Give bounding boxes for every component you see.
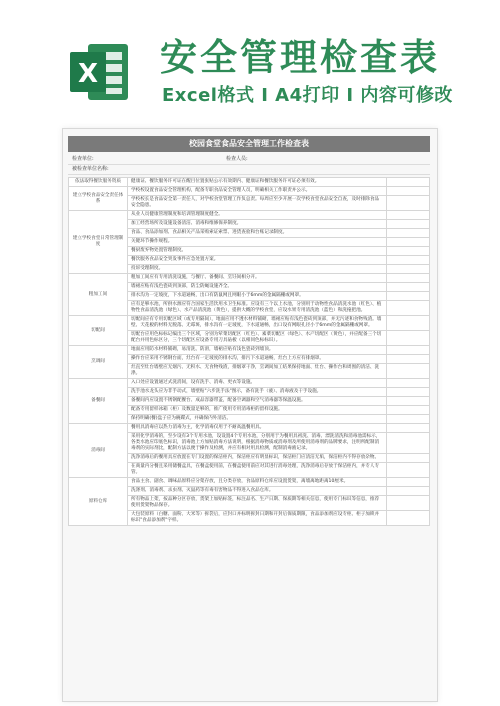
result-cell[interactable] — [387, 256, 430, 265]
check-item: 从业人员健康管理制度和培训管理制度健全。 — [128, 211, 387, 220]
check-item: 粗加工间应有专用清洗设施，与餐厅、备餐间、烹饪间相分开。 — [128, 274, 387, 283]
result-cell[interactable] — [387, 496, 430, 511]
check-item: 食品主食、副食、调味品原料应分架存放，且分类存放，食品原料仓库应设置货架，离墙离地距离10厘米。 — [128, 478, 387, 487]
result-cell[interactable] — [387, 364, 430, 379]
check-item: 排水沟为一定坡度，下水道通畅，出口有防鼠网且网眼小于6mm的金属隔栅或网罩。 — [128, 292, 387, 301]
result-cell[interactable] — [387, 406, 430, 415]
section-category: 消毒间 — [69, 424, 128, 478]
result-cell[interactable] — [387, 211, 430, 220]
check-item: 所有物品上架，按品种分区存放，货架上加贴标签，标注品名、生产日期、保质期等相关信息，使用专门标识等信息，推荐使用货架物品保存。 — [128, 496, 387, 511]
table-row — [69, 187, 430, 196]
result-cell[interactable] — [387, 454, 430, 463]
table-row — [69, 274, 430, 283]
section-category: 建立学校食堂日常管理制度 — [69, 211, 128, 274]
result-cell[interactable] — [387, 346, 430, 355]
table-row — [69, 178, 430, 187]
check-item: 学校校设置食品安全管理机构，配备专职食品安全管理人员，明确相关工作职责并公示。 — [128, 187, 387, 196]
result-cell[interactable] — [387, 301, 430, 316]
info-label — [222, 165, 226, 174]
checklist-table — [68, 177, 430, 526]
info-label: 被检查单位名称: — [72, 166, 109, 172]
result-cell[interactable] — [387, 388, 430, 397]
table-row — [69, 346, 430, 355]
banner — [0, 0, 500, 126]
result-cell[interactable] — [387, 355, 430, 364]
check-item: 操作台应采用不锈钢台面，灶台有一定坡度的排水沟，排污下水道通畅，灶台上方应有排烟罩。 — [128, 355, 387, 364]
table-row — [69, 211, 430, 220]
result-cell[interactable] — [387, 478, 430, 487]
section-category: 依法取得餐饮服务资质 — [69, 178, 128, 187]
check-item: 备餐间内应设置不锈钢配餐台、成品容器带盖，配备空调器和空气消毒器等保温设施。 — [128, 397, 387, 406]
check-item: 学校校长是食品安全第一责任人，对学校食堂管理工作负总责。每周应至少开展一次学校食堂食品安全自查，及时排除食品安全隐患。 — [128, 196, 387, 211]
check-item: 应有足够水池，所供水源应符合国家生活饮用水卫生标准。应设有三个以上水池，分别用于动物性食品清洗水池（红色）、植物性食品清洗池（绿色）、水产品清洗池（黄色），提供大概的学校食堂，应设水果专用清洗池（蓝色）和洗拖把池。 — [128, 301, 387, 316]
check-item: 采用化学消毒的，至少设有3个专用水池，设设置4个专用水池，分别用于为餐用具初洗、消毒、漂洗清洗和消毒池需标示，各类水池应印底色标识，消毒池上方加贴消毒方法说明，根据消毒物质或消毒剂及所使用消毒剂的品牌要求，注明所配制消毒剂的实际剂比，配制方法以便于操作及检测，并应有相对用具检测，配制消毒液记录。 — [128, 433, 387, 454]
check-item: 洗手池水龙头应为非手动式，墙壁贴"六步洗手法"图示，备有洗手（液）、消毒液及干手设施。 — [128, 388, 387, 397]
info-row — [68, 155, 430, 165]
section-category: 建立学校食品安全责任体系 — [69, 187, 128, 211]
result-cell[interactable] — [387, 379, 430, 388]
info-label: 检查人员: — [226, 156, 248, 162]
section-category: 粗加工间 — [69, 274, 128, 316]
result-cell[interactable] — [387, 316, 430, 331]
page-title: 安全管理检查表 — [160, 36, 440, 79]
check-item: 地面应用防水材料铺砌，易清洗、防滑，墙裙应贴有浅色瓷砖到墙顶。 — [128, 346, 387, 355]
check-item: 墙裙应贴有浅色瓷砖到顶部，防尘防蝇设施齐全。 — [128, 283, 387, 292]
section-category: 备餐间 — [69, 379, 128, 424]
document-sheet — [62, 128, 438, 702]
result-cell[interactable] — [387, 265, 430, 274]
table-row — [69, 316, 430, 331]
check-item: 洗涤剂、消毒剂、杀虫剂、灭鼠药等有毒有害物品不得进入食品仓库。 — [128, 487, 387, 496]
page-subtitle: Excel格式 I A4打印 I 内容可修改 — [162, 85, 453, 106]
result-cell[interactable] — [387, 229, 430, 238]
svg-text:X: X — [77, 59, 99, 89]
result-cell[interactable] — [387, 487, 430, 496]
check-item: 餐饮服务食品安全突发事件应急处置方案。 — [128, 256, 387, 265]
check-item: 大包装原料（白糖、面粉、大米等）拆袋后，应封口并标明拆封日期和开封后保质期限，食品添加剂应设专柜、柜子加锁并标识"食品添加剂"字样。 — [128, 511, 387, 526]
check-item: 切配间应有专用切配区域（或专用隔间），地面应用不透水材料铺砌，墙裙应贴有浅色瓷砖到顶部，并无污迹和食物残渣。墙壁、天花板的材料无脱落、无霉斑，排水沟有一定坡度，下水道通畅，出口设有网眼孔径小于6mm的金属隔栅或网罩。 — [128, 316, 387, 331]
result-cell[interactable] — [387, 415, 430, 424]
check-item: 投诉受理制度。 — [128, 265, 387, 274]
checklist — [68, 155, 430, 526]
check-item: 保持明确(餐)盘子应为碗碟式，并确保内外清洁。 — [128, 415, 387, 424]
check-item: 洗净消毒后的餐用具应放置在专门设置的保洁柜内，保洁柜应有明显标识，保洁柜门应清洁无垢，保洁柜内不得存放杂物。 — [128, 454, 387, 463]
table-row — [69, 379, 430, 388]
info-label: 检查单位: — [72, 156, 94, 162]
result-cell[interactable] — [387, 274, 430, 283]
check-item: 餐厨废弃物处置管理制度。 — [128, 247, 387, 256]
check-item: 健康证、餐饮服务许可证在醒目位置张贴公示有效期内、健康证和餐饮服务许可证必须有效。 — [128, 178, 387, 187]
check-item: 加工经营场所及设施设备清洁、消毒和维修保养制度。 — [128, 220, 387, 229]
excel-icon — [66, 38, 134, 106]
result-cell[interactable] — [387, 331, 430, 346]
result-cell[interactable] — [387, 238, 430, 247]
result-cell[interactable] — [387, 247, 430, 256]
result-cell[interactable] — [387, 187, 430, 196]
result-cell[interactable] — [387, 511, 430, 526]
table-row — [69, 424, 430, 433]
section-category: 原料仓库 — [69, 478, 128, 526]
check-item: 餐用具消毒应以热力消毒为主，化学消毒仅用于不耐高温餐用具。 — [128, 424, 387, 433]
section-category: 切配间 — [69, 316, 128, 346]
section-category: 烹调间 — [69, 346, 128, 379]
check-item: 配备专用留样冰箱（柜）及数量足够的，推广使用专用消毒柜的留样设施。 — [128, 406, 387, 415]
document-title: 校园食堂食品安全管理工作检查表 — [68, 136, 430, 152]
check-item: 在商量内分餐且采用储餐盒具，在餐盒使用前，在餐盒使用前应对其进行消毒处理，洗净消毒后存放于保洁柜内，并专人专管。 — [128, 463, 387, 478]
result-cell[interactable] — [387, 178, 430, 187]
result-cell[interactable] — [387, 292, 430, 301]
result-cell[interactable] — [387, 220, 430, 229]
result-cell[interactable] — [387, 424, 430, 433]
check-item: 切配台应用色标标记编出三个区域，分别为荤菜切配区（红色）、素菜切配区（绿色）、水产切配区（黄色），并应配备三个切配台并用色标区分，三个切配区应设备专用刀具砧板（以相同色标标识）。 — [128, 331, 387, 346]
result-cell[interactable] — [387, 463, 430, 478]
result-cell[interactable] — [387, 196, 430, 211]
check-item: 入口处应设置通过式洗消间，设有洗手、消毒、更衣等设施。 — [128, 379, 387, 388]
check-item: 灶直至灶台墙壁应无烟污、无积水、无食物残渣，排烟罩干净，烹调间加工结果保持地面、灶台、操作台和周围的清洁、洗涤。 — [128, 364, 387, 379]
info-row — [68, 165, 430, 175]
result-cell[interactable] — [387, 433, 430, 454]
result-cell[interactable] — [387, 283, 430, 292]
check-item: 关键环节操作规程。 — [128, 238, 387, 247]
check-item: 食品、食品添加剂、食品相关产品采购索证索票、进货查验和台账记录制度。 — [128, 229, 387, 238]
table-row — [69, 478, 430, 487]
result-cell[interactable] — [387, 397, 430, 406]
